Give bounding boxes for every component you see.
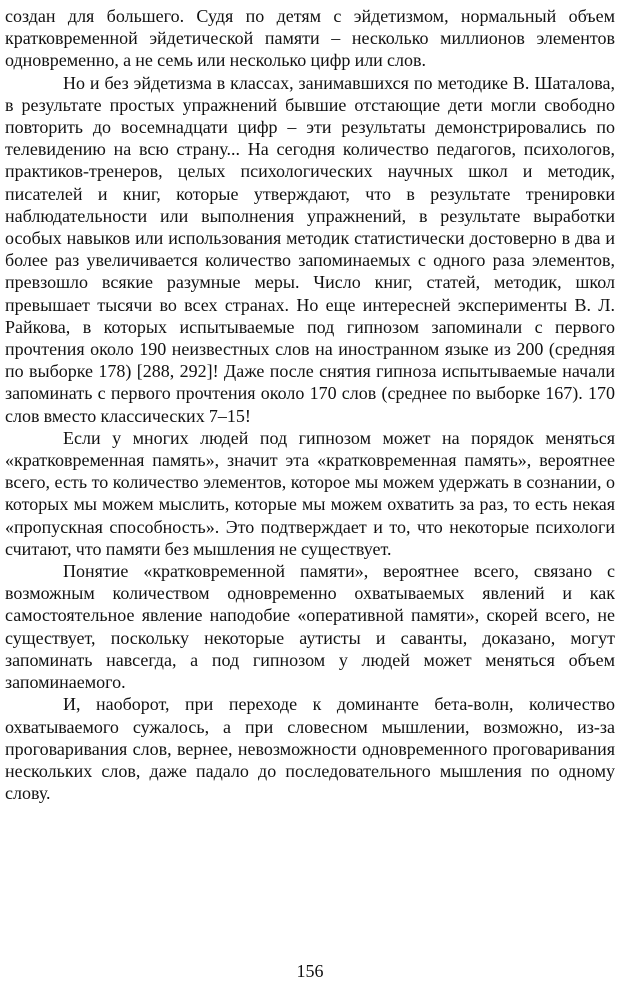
paragraph-3: Если у многих людей под гипнозом может на порядок меняться «кратковременная память», значит эта «кратковременная память», вероятнее всего, есть то количество элементов, которое мы можем удержать в сознании, о которых мы можем мыслить, которые мы можем охватить за раз, то есть некая «пропускная способность». Это подтверждает и то, что некоторые психологи считают, что памяти без мышления не существует. [5,427,615,559]
paragraph-5: И, наоборот, при переходе к доминанте бета-волн, количество охватываемого сужалось, а при словесном мышлении, возможно, из-за проговаривания слов, вернее, невозможности одновременного проговаривания нескольких слов, даже падало до последовательного мышления по одному слову. [5,694,615,804]
paragraph-4: Понятие «кратковременной памяти», вероятнее всего, связано с возможным количеством одновременно охватываемых явлений и как самостоятельное явление наподобие «оперативной памяти», скорей всего, не существует, поскольку некоторые аутисты и саванты, доказано, могут запоминать навсегда, а под гипнозом у людей может меняться объем запоминаемого. [5,561,615,693]
paragraph-2: Но и без эйдетизма в классах, занимавшихся по методике В. Шаталова, в результате простых упражнений бывшие отстающие дети могли свободно повторить до восемнадцати цифр – эти результаты демонстрировались по телевидению на всю страну... На сегодня количество педагогов, психологов, практиков-тренеров, целых психологических научных школ и методик, писателей и книг, которые утверждают, что в результате тренировки наблюдательности или выполнения упражнений, в результате выработки особых навыков или использования методик статистически достоверно в два и более раз увеличивается количество запоминаемых с одного раза элементов, превзошло всякие разумные меры. Число книг, статей, методик, школ превышает тысячи во всех странах. Но еще интересней эксперименты В. Л. Райкова, в которых испытываемые под гипнозом запоминали с первого прочтения около 190 неизвестных слов на иностранном языке из 200 (средняя по выборке 178) [288, 292]! Даже после снятия гипноза испытываемые начали запоминать с первого прочтения около 170 слов (среднее по выборке 167). 170 слов вместо классических 7–15! [5,72,615,426]
page-number: 156 [296,961,324,981]
body-text [5,5,615,804]
paragraph-1: создан для большего. Судя по детям с эйдетизмом, нормальный объем кратковременной эйдетической памяти – несколько миллионов элементов одновременно, а не семь или несколько цифр или слов. [5,6,615,71]
